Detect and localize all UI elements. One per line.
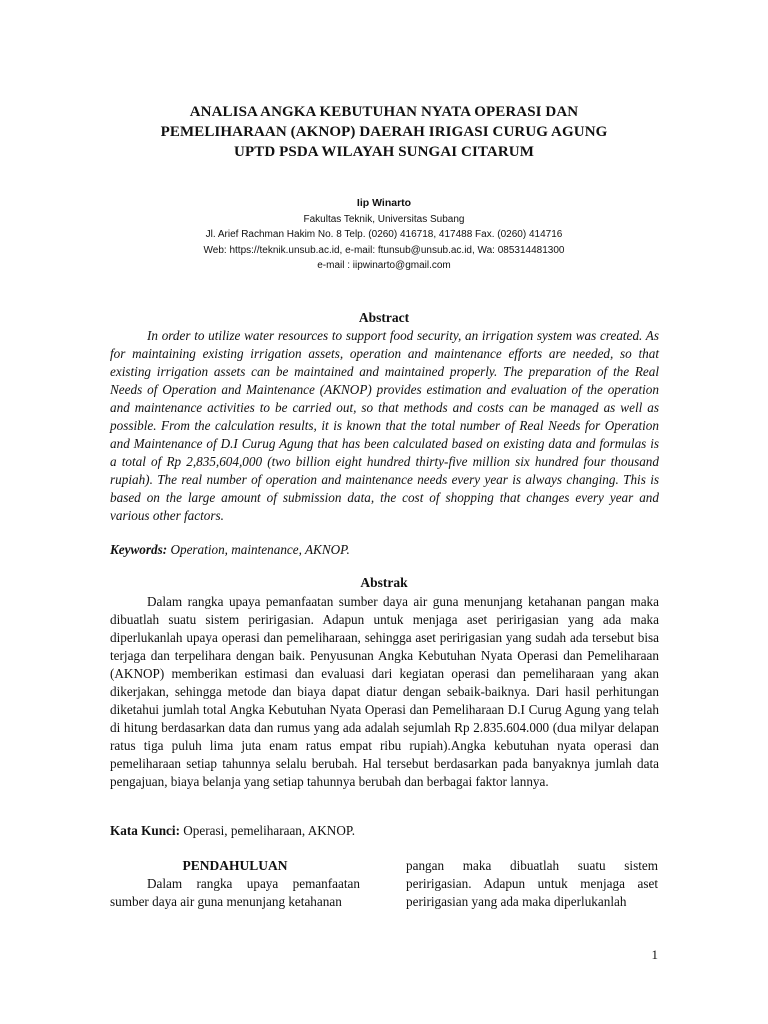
intro-left-text: Dalam rangka upaya pemanfaatan sumber daya air guna menunjang ketahanan — [110, 876, 360, 909]
kata-kunci-text: Operasi, pemeliharaan, AKNOP. — [183, 823, 356, 838]
intro-right-text: pangan maka dibuatlah suatu sistem peririgasian. Adapun untuk menjaga aset peririgasian yang ada maka diperlukanlah — [406, 858, 658, 909]
intro-right-column — [406, 857, 658, 911]
author-affiliation: Fakultas Teknik, Universitas Subang — [303, 213, 465, 225]
paper-title — [100, 102, 668, 162]
title-line-2: PEMELIHARAAN (AKNOP) DAERAH IRIGASI CURUG AGUNG — [160, 124, 608, 140]
author-name: Iip Winarto — [356, 197, 412, 209]
keywords — [110, 541, 659, 559]
kata-kunci-label: Kata Kunci: — [110, 823, 180, 838]
title-line-1: ANALISA ANGKA KEBUTUHAN NYATA OPERASI DAN — [189, 104, 579, 120]
abstract-heading: Abstract — [358, 310, 410, 325]
author-block — [100, 196, 668, 274]
keywords-label: Keywords: — [110, 542, 168, 557]
title-line-3: UPTD PSDA WILAYAH SUNGAI CITARUM — [234, 144, 534, 160]
page-number: 1 — [651, 947, 658, 962]
abstract-body: In order to utilize water resources to support food security, an irrigation system was created. As for maintaining existing irrigation assets, operation and maintenance efforts are needed, so that existing irrigation assets can be maintained and maintained properly. The preparation of the Real Needs of Operation and Maintenance (AKNOP) provides estimation and evaluation of the operation and maintenance activities to be carried out, so that methods and costs can be managed as well as possible. From the calculation results, it is known that the total number of Real Needs for Operation and Maintenance of D.I Curug Agung that has been calculated based on existing data and formulas is a total of Rp 2,835,604,000 (two billion eight hundred thirty-five million six hundred four thousand rupiah). The real number of operation and maintenance needs every year is always changing. This is based on the large amount of submission data, the cost of shopping that changes every year and various other factors. — [110, 328, 659, 523]
intro-heading: PENDAHULUAN — [182, 858, 288, 873]
keywords-text: Operation, maintenance, AKNOP. — [170, 542, 350, 557]
abstrak-body: Dalam rangka upaya pemanfaatan sumber daya air guna menunjang ketahanan pangan maka dibuatlah suatu sistem peririgasian. Adapun untuk menjaga aset peririgasian yang ada maka diperlukanlah upaya operasi dan pemeliharaan, sehingga aset peririgasian yang sudah ada tersebut bisa terjaga dan terpelihara dengan baik. Penyusunan Angka Kebutuhan Nyata Operasi dan Pemeliharaan (AKNOP) memberikan estimasi dan evaluasi dari kegiatan operasi dan pemeliharaan yang akan dikerjakan, sehingga metode dan biaya dapat diatur dengan sebaik-baiknya. Dari hasil perhitungan diketahui jumlah total Angka Kebutuhan Nyata Operasi dan Pemeliharaan D.I Curug Agung yang telah di hitung berdasarkan data dan rumus yang ada adalah sejumlah Rp 2.835.604.000 (dua milyar delapan ratus tiga puluh lima juta enam ratus empat ribu rupiah).Angka kebutuhan nyata operasi dan pemeliharaan setiap tahunnya selalu berubah. Hal tersebut berdasarkan pada banyaknya jumlah data pengajuan, biaya belanja yang setiap tahunnya berubah dan berbagai faktor lannya. — [110, 594, 659, 789]
intro-left-column — [110, 857, 360, 911]
author-address: Jl. Arief Rachman Hakim No. 8 Telp. (0260) 416718, 417488 Fax. (0260) 414716 — [205, 229, 563, 240]
kata-kunci — [110, 822, 659, 840]
author-email: e-mail : iipwinarto@gmail.com — [317, 260, 451, 271]
author-web: Web: https://teknik.unsub.ac.id, e-mail: ftunsub@unsub.ac.id, Wa: 085314481300 — [203, 244, 565, 256]
abstrak-heading: Abstrak — [360, 575, 408, 590]
